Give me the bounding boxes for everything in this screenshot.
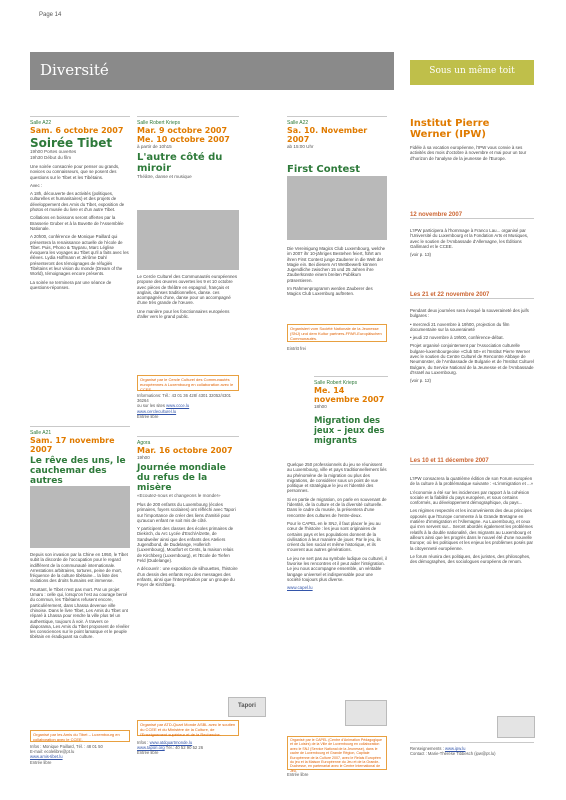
info-email: E-mail: ecolelibre@pt.lu (30, 749, 75, 755)
event-time: 19h00 (137, 455, 150, 460)
event-autre-cote (137, 120, 239, 179)
paragraph: Y participent des classes des écoles primaires de Diekirch, du Arc Lycée d'Esch/Alzette, de Sandweiler ainsi que des enfants des Ateliers Jugendbond, de Dudelange, Hollerich (Luxembourg), Moutfort et Cents, la maison relais de Kirchberg (Luxembourg), et l'Ecole de Tiefen Feld (Dudelange). (137, 526, 234, 563)
section-banner (30, 52, 394, 90)
event-title: Soirée Tibet (30, 136, 113, 150)
info-link[interactable]: www.amis-tibet.lu (30, 754, 63, 760)
logo-text: Tapori (238, 703, 256, 709)
tapori-logo (228, 697, 266, 717)
ipw-info (410, 746, 534, 756)
event-date: Sa. 10. November 2007 (287, 126, 368, 144)
info-label: Infos : (137, 740, 149, 745)
paragraph: Pendant deux journées sera évoqué la souveraineté des juifs bulgares : (410, 308, 529, 319)
event-title: Migration des jeux – jeux des migrants (314, 415, 385, 446)
venue: Salle A22 (287, 120, 309, 126)
ipw-column (410, 118, 534, 164)
event-date: Mar. 9 octobre 2007 (137, 126, 228, 135)
info-label: Renseignements : (410, 746, 444, 751)
divider (30, 426, 130, 427)
event-sub: «Ecoutez-nous et changeons le monde!» (137, 492, 221, 498)
organizer-box (287, 324, 387, 342)
event-migration (314, 380, 388, 446)
event-time: 19h00 Portes ouvertes (30, 149, 77, 154)
organizer-note: Organisé par le Cercle Culturel des Communautés européennes à Luxembourg en collaboration avec le CCEE. (140, 377, 234, 392)
paragraph: Une soirée consacrée pour penser ou grands, novices ou connaisseurs, que se posent des questions sur le Tibet et les Tibétains. (30, 164, 120, 180)
entry-note: Eintritt frei (287, 346, 306, 351)
venue: Salle A21 (30, 430, 52, 436)
info-link-2[interactable]: www.cercleculturel.lu (137, 408, 177, 414)
paragraph: La soirée se terminera par une séance de questions-réponses. (30, 279, 112, 290)
entry-note: Entrée libre (137, 413, 159, 419)
info-block (30, 744, 130, 765)
paragraph: Les régimes respectés et les inconvénients des deux principes opposés que l'Europe commente à la Grande Bretagne en matière d'immigration et l'Allemagne. Au Luxembourg, et ceux qui s'en servent sur... Seront abordés également les problèmes relatifs à la double nationalité, des migrants au Luxembourg et ailleurs ainsi que les progrès dans le nouvel été d'une nouvelle Europe; où les politiques et les enjeux les problèmes posés par la citoyenneté européenne. (410, 508, 534, 551)
paragraph: A 18h, découverte des activités (politiques, culturelles et humanitaires) et des projets de développement des Amis du Tibet, exposition de photos et musée du livre et d'un autre Tibet. (30, 191, 125, 213)
event-title: First Contest (287, 163, 361, 175)
section-title: Diversité (40, 61, 109, 79)
venue: Agora (137, 440, 151, 446)
info-web-prefix: ou sur les sites (137, 403, 165, 409)
paragraph: Quelque 250 professionnels du jeu se réunissent au Luxembourg, ville et pays traditionnellement liés au phénomène de la migration ou plus des migrations, de considérer sous un point de vue politique et stratégique le jeu et l'identité des personnes. (287, 462, 387, 494)
event-first-contest (287, 120, 387, 176)
paragraph: Le jeu ne sert pas au symbole ludique ou culturel, il favorise les rencontres et il peut aider l'intégration. Le jeu nous accompagne ensemble, un véritable langage universel et indispensable pour une société toujours plus diverse. (287, 555, 387, 582)
organizer-note: Organisé par les Amis du Tibet – Luxembourg en collaboration avec le CCEE. (33, 732, 120, 742)
section-heading: 12 novembre 2007 (410, 212, 534, 219)
section-heading: Les 21 et 22 novembre 2007 (410, 292, 534, 299)
event-autre-text (137, 274, 239, 322)
event-title: Journée mondiale du refus de la misère (137, 462, 226, 493)
event-journee-mondiale (137, 440, 239, 590)
info-link[interactable]: www.atdquartmonde.lu (149, 740, 193, 745)
paragraph: Le forum réunira des politiques, des juristes, des philosophes, des démographes, des sociologues européens de renom. (410, 553, 531, 565)
info-phone: Informations: Tél.: 43 01 36 428/ 4301 32052/4301 36264 (137, 393, 231, 404)
paragraph: Plus de 200 enfants du Luxembourg (écoles primaires, foyers scolaires) ont réfléchi avec Tapori sur l'importance de créer des liens d'amitié pour qu'aucun enfant ne soit mis de côté. (137, 502, 236, 523)
event-time: 18h00 (314, 404, 327, 409)
info-contact: Infos : Monique Paillard, Tél. : 48 01 50 (30, 744, 103, 749)
event-title: L'autre côté du miroir (137, 151, 223, 174)
event-time: ab 15:00 Uhr (287, 144, 314, 149)
paragraph: L'IPW consacrera la quatrième édition de son Forum européen de la culture à la problématique suivante : «L'immigration et ...» (410, 476, 534, 487)
event-reve-des-uns (30, 430, 130, 492)
paragraph: Une manière pour les fonctionnaires européens d'aller vers le grand public. (137, 308, 230, 320)
paragraph: Projet organisé conjointement par l'Association culturelle bulgare-luxembourgeoise «Club 50» et l'Institut Pierre Werner avec le soutien du Centre Culturel de Rencontre Abbaye de Neumünster, de l'Ambassade de Bulgarie et de l'Institut Culturel Bulgare, du Service National de la Jeunesse et de l'Ambassade d'Israël au Luxembourg. (410, 343, 534, 375)
info-block (287, 346, 387, 351)
ipw-title: Institut Pierre Werner (IPW) (410, 118, 490, 140)
info-link-2[interactable]: www.tapori.org (137, 745, 165, 751)
event-contest-text (287, 246, 387, 300)
event-date-2: Me. 10 octobre 2007 (137, 135, 230, 144)
ipw-logo (497, 716, 535, 738)
organizer-note: Organisiert vom Société Nationale de la Jeunesse (SNJ) und dem Kultur partners-FPAR-Europäischen Communautés. (290, 326, 382, 341)
paragraph: A découvrir : une exposition de silhouettes, l'histoire d'un dessin des enfants reçu des messages des enfants, ainsi que l'interprétation par un groupe du Foyer de Kirchberg. (137, 566, 238, 588)
organizer-box (30, 730, 130, 742)
bullet-item: • jeudi 22 novembre à 19h00, conférence-débat. (410, 335, 504, 341)
event-sub: Théâtre, danse et musique (137, 173, 192, 179)
magic-photo (287, 176, 387, 240)
organizer-note: Organisé par ATD-Quart Monde ASBL avec le soutien du CCEE et du Ministère de la Culture, de l'Enseignement supérieur et de la Recherche. (140, 722, 236, 737)
info-contact: Contact : Marie-Thérèse Tibbesch (ipw@pt.lu) (410, 751, 496, 757)
paragraph: Im Rahmenprogramm werden Zauberer des Magics Club Luxemburg auftreten. (287, 286, 373, 297)
event-time: à partir de 10h15 (137, 144, 172, 149)
event-migration-text (287, 462, 387, 591)
paragraph: Fidèle à sa vocation européenne, l'IPW vous convie à ses activités des mois d'octobre à novembre et mai pour un tour d'horizon de l'analyse de la jeunesse de l'Europe. (410, 145, 527, 161)
venue: Salle Robert Krieps (314, 380, 358, 386)
info-block (137, 740, 257, 756)
info-phone: Tél.: 40 52 90 52 26 (165, 745, 204, 751)
capel-logo (345, 700, 387, 726)
ipw-section-2 (410, 308, 534, 387)
divider (410, 742, 534, 743)
tibet-photo (30, 486, 130, 548)
paragraph: Die Vereinigung Magics Club Luxembourg, welche im 2007 ihr 10-jähriges Bestehen feiert, führt am ihren First Contest junge Zauberer in die Welt der Magie ein. Bei diesem Art Wettbewerb können Jugendliche zwischen 15 und 25 Jahren ihre Zauberkünste einem breiten Publikum präsentieren. (287, 246, 386, 283)
section-heading: Les 10 et 11 décembre 2007 (410, 458, 534, 465)
event-reve-text (30, 552, 130, 643)
entry-note: Entrée libre (287, 772, 309, 777)
divider (314, 376, 388, 377)
info-link[interactable]: www.ccce.lu (166, 403, 190, 409)
paragraph: Si en partie de migration, on parle en souvenant de l'identité, de la culture et de la diversité culturelle. Dans le cadre du musée, la présentera d'une rencontre des cultures de l'entre-deux. (287, 496, 387, 518)
paragraph: A 20h00, conférence de Monique Paillard qui présentera la renaissance actuelle de l'école de Tibet. Puis, Phono & Tayparu, Marc Léglise évoquera les voyages au Tibet qu'il a faits avec les élèves. Lydia Hoffmann et Jérôme Dahl présenteront des témoignages de réfugiés Tibétains et leur vision du monde (Dream of the World), témoignages encore présents. (30, 234, 129, 277)
paragraph: Pour le CAPEL en le SNJ, il faut placer le jeu au cœur de l'histoire : les jeux sont originaires de certains pays et les populations donnent de la civilisation à leur manière de jouer. Par le jeu, ils créent du lien social et même historique, et ils s'ouvrent aux autres générations. (287, 520, 381, 553)
event-title: Le rêve des uns, le cauchemar des autres (30, 456, 126, 486)
info-link[interactable]: www.ipw.lu (444, 746, 466, 751)
organizer-box (137, 720, 239, 736)
divider (287, 116, 387, 117)
event-date: Mar. 16 octobre 2007 (137, 446, 233, 455)
divider (137, 116, 239, 117)
page-number: Page 14 (39, 12, 62, 18)
event-date: Me. 14 novembre 2007 (314, 386, 385, 404)
info-block (137, 393, 239, 419)
paragraph: Le Cercle Culturel des Communautés européennes propose des œuvres ouvertes les 9 et 10 octobre avec pièces de théâtre en espagnol, français et anglais, danses traditionnelles, danse. ces acompagnés d'une, danse pour un accompagné d'une très grande de l'œuvre. (137, 274, 238, 306)
divider (30, 116, 130, 117)
organizer-box (137, 375, 239, 391)
paragraph: Pourtant, le Tibet n'est pas mort. Par un projet Umaru : celle qui, lorsqu'on l'est au courage bercé du commun, les Tibétains refusent encore, particulièrement, dans Lhassa devenue ville chinoise. Dans le livre Tibet, Les Amis du Tibet ont réparé à Lhassa pour rendre la ville plus tel un authentique, toujours à voir. À travers ce diaporama, Les Amis du Tibet proposent de révéler les consciences sur le point lamaïque et le peuple tibétain en éradiquant sa culture. (30, 586, 130, 640)
organizer-box (287, 736, 387, 773)
right-section-banner (410, 60, 534, 85)
paragraph: L'IPW participera à l'hommage à Franco Lau... organisé par l'Université du Luxembourg et la Fondation Arts et Musiques, avec le soutien de l'Ambassade d'Allemagne, les Éditions Gallimard et le CCEE. (410, 228, 529, 249)
right-section-title: Sous un même toit (429, 66, 515, 76)
bullet-text: jeudi 22 novembre à 19h00, conférence-débat. (412, 335, 504, 341)
entry-note: Entrée libre (30, 759, 52, 765)
bullet-text: mercredi 21 novembre à 19h00, projection du film documentaire sur la souveraineté (410, 321, 510, 332)
venue: Salle Robert Krieps (137, 120, 181, 126)
paragraph: Depuis son invasion par la Chine en 1950, le Tibet subit la discorde de l'occupation pour le regard indifférent de la communauté internationale. Arrestations arbitraires, tortures, peine de mort, fréquence de la culture tibétaine... la liste des violations des droits humains est immense. (30, 552, 128, 584)
info-link[interactable]: www.capel.lu (287, 585, 313, 591)
divider (137, 436, 239, 437)
theatre-photo (137, 210, 239, 270)
organizer-note: Organisé par le CAPEL (Centre d'Animation Pédagogique et de Loisirs) de la Ville de Luxembourg en collaboration avec le SNJ (Service National de la Jeunesse), dans le cadre de Luxembourg et Grande Région, Capitale Européenne de la Culture 2007, avec le Relais Européen du jeu et la Maison Européenne du Jeu et de la Grande-Duchesse, en partenariat avec le Centre International de Jeu. (290, 738, 383, 773)
venue: Salle A22 (30, 120, 52, 126)
event-date: Sam. 17 novembre 2007 (30, 436, 115, 454)
ipw-section-3 (410, 476, 534, 567)
page-ref: (voir p. 12) (410, 378, 431, 384)
event-time-2: 19h30 Début du film (30, 154, 72, 160)
event-date: Sam. 6 octobre 2007 (30, 126, 124, 135)
page-ref: (voir p. 13) (410, 252, 431, 258)
ipw-section-1 (410, 228, 534, 260)
entry-note: Entrée libre (137, 750, 159, 756)
paragraph: L'économie a été sur les incidences par rapport à la cohésion sociale et la fiabilité du pays européen, et sous certains conformés, au développement démographique, du pays... (410, 489, 530, 506)
paragraph: Collations en boissons seront offertes par la Brasserie Gruber et à la Buvette de l'Assemblée Nationale. (30, 215, 124, 231)
bullet-item: • mercredi 21 novembre à 19h00, projection du film documentaire sur la souveraineté (410, 321, 510, 332)
info-block (287, 772, 387, 777)
paragraph: Avec : (30, 182, 43, 188)
event-soiree-tibet (30, 120, 130, 293)
